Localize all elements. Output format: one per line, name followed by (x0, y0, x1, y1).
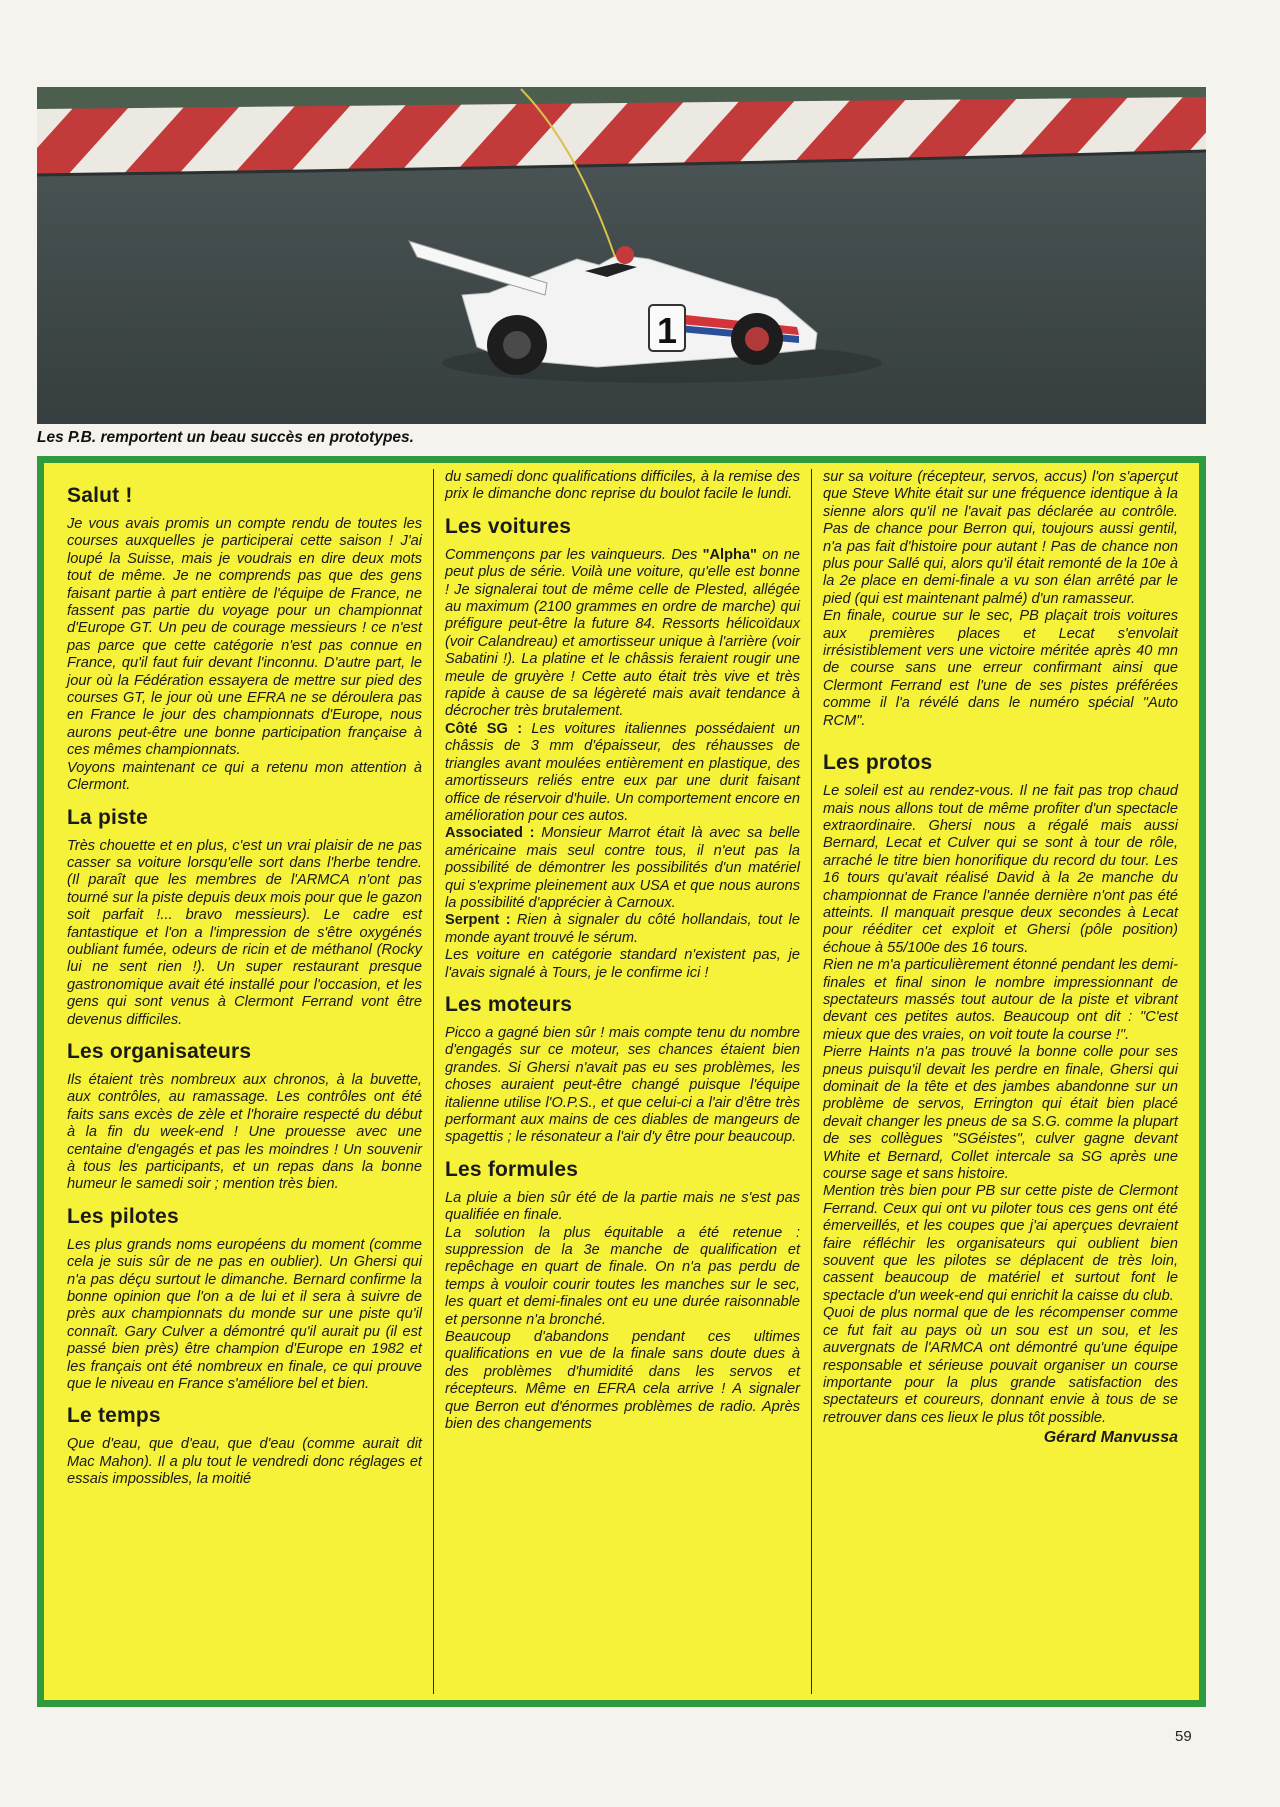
paragraph-protos-2: Rien ne m'a particulièrement étonné pendant les demi-finales et final sinon le nombre impressionnant de spectateurs massés tout autour de la piste et vibrant devant ces petites autos. Beaucoup ont dit : "C'est mieux que des vraies, on voit toute la course !". (823, 957, 1178, 1043)
cote-sg-label: Côté SG : (445, 720, 523, 737)
paragraph-pilotes: Les plus grands noms européens du moment (comme cela je suis sûr de ne pas en oublier). Un Ghersi qui n'a pas déçu surtout le dimanche. Bernard confirme la bonne opinion que l'on a de lui et il sera à suivre de près aux championnats du monde sur une piste qu'il connaît. Gary Culver a démontré qu'il aurait pu (il est passé bien près) être champion d'Europe en 1982 et les français ont été nombreux en finale, ce qui prouve que le niveau en France s'améliore bel et bien. (67, 1236, 422, 1393)
paragraph-formules-2: La solution la plus équitable a été retenue : suppression de la 3e manche de qualification et repêchage en quart de finale. On n'a pas perdu de temps à vouloir courir toutes les manches sur le sec, les quart et demi-finales ont eu une durée raisonnable et personne n'a bronché. (445, 1224, 800, 1328)
heading-salut: Salut ! (67, 484, 133, 507)
article-column-3 (811, 469, 1189, 1694)
heading-organisateurs: Les organisateurs (67, 1039, 252, 1063)
paragraph-protos-1: Le soleil est au rendez-vous. Il ne fait pas trop chaud mais nous allons tout de même profiter d'un spectacle extraordinaire. Ghersi nous a régalé mais aussi Bernard, Lecat et Culver qui se sont à tour de rôle, arraché le titre bien honorifique du record du tour. Les 16 tours qu'avait réalisé David à la 2e manche du championnat de France l'année dernière n'ont pas été atteints. Il manquait presque deux secondes à Lecat pour rééditer cet exploit et Ghersi (pôle position) échoue à 55/100e des 16 tours. (823, 783, 1178, 956)
paragraph-cote-sg (445, 721, 800, 825)
rc-car-on-track-image (37, 87, 1206, 424)
associated-text: Monsieur Marrot était là avec sa belle américaine mais seul contre tous, il n'eut pas la possibilité de démontrer les possibilités d'un matériel qui s'exprime pleinement aux USA et que nous aurons la possibilité d'apprécier à Carnoux. (445, 825, 800, 911)
heading-voitures: Les voitures (445, 514, 572, 538)
article-columns (44, 463, 1199, 1700)
spacer (823, 730, 1178, 740)
paragraph-formules-continued: sur sa voiture (récepteur, servos, accus) l'on s'aperçut que Steve White était sur une fréquence identique à la sienne alors qu'il ne l'avait pas déclarée au contrôle. Pas de chance pour Berron qui, toujours aussi gentil, n'a pas fait d'histoire pour autant ! Pas de chance non plus pour Sallé qui, alors qu'il était remonté de la 10e à la 2e place en demi-finale a vu son élan arrêté par le pied (qui est maintenant palmé) d'un ramasseur. (823, 469, 1178, 607)
paragraph-serpent (445, 912, 800, 947)
paragraph-finale: En finale, courue sur le sec, PB plaçait trois voitures aux premières places et Lecat s'envolait irrésistiblement vers une victoire méritée après 40 mn de course sans une erreur confirmant ainsi que Clermont Ferrand est l'une de ses pistes préférées comme il l'a révélé dans le numéro spécial "Auto RCM". (823, 608, 1178, 729)
paragraph-organisateurs: Ils étaient très nombreux aux chronos, à la buvette, aux contrôles, au ramassage. Les contrôles ont été faits sans excès de zèle et l'horaire respecté du début à la fin du week-end ! Une prouesse avec une centaine d'engagés et pas les moindres ! Un souvenir à tous les participants, et un repas dans la bonne humeur le samedi soir ; mention très bien. (67, 1071, 422, 1193)
heading-pilotes: Les pilotes (67, 1204, 179, 1228)
paragraph-protos-3: Pierre Haints n'a pas trouvé la bonne colle pour ses pneus puisqu'il devait les perdre en finale, Ghersi qui dominait de la tête et des jambes abandonne sur un problème de servos, Errington qui était bien placé devait changer les pneus de sa S.G. comme la plupart de ses collègues "SGéistes", culver gagne devant White et Bernard, Collet intercale sa SG après une course sage et sans histoire. (823, 1044, 1178, 1183)
cote-sg-text: Les voitures italiennes possédaient un châssis de 3 mm d'épaisseur, des réhausses de triangles avant moulées entièrement en plastique, des amortisseurs reliés entre eux par une durit faisant office de réservoir d'huile. Un comportement encore en amélioration pour ces autos. (445, 720, 801, 824)
paragraph-formules-1: La pluie a bien sûr été de la partie mais ne s'est pas qualifiée en finale. (445, 1189, 800, 1224)
serpent-text: Rien à signaler du côté hollandais, tout le monde ayant trouvé le sérum. (445, 912, 801, 946)
article-box (37, 456, 1206, 1707)
paragraph-formules-3: Beaucoup d'abandons pendant ces ultimes qualifications en vue de la finale sans doute dues à des problèmes d'humidité dans les servos et récepteurs. Même en EFRA cela arrive ! A signaler que Berron eut d'énormes problèmes de radio. Après bien des changements (445, 1329, 800, 1433)
voitures-text-b: on ne peut plus de série. Voilà une voiture, qu'elle est bonne ! Je signalerai tout de même celle de Plested, allégée au maximum (2100 grammes en ordre de marche) qui préfigure peut-être la future 84. Ressorts hélicoïdaux (voir Calandreau) et amortisseur unique à l'arrière (voir Sabatini !). La platine et le châssis feraient rougir une meule de gruyère ! Cette auto était très vive et très rapide à cause de sa légèreté mais avait tendance à décrocher très brutalement. (445, 546, 800, 720)
paragraph-standard: Les voiture en catégorie standard n'existent pas, je l'avais signalé à Tours, je le confirme ici ! (445, 947, 800, 981)
paragraph-temps-continued: du samedi donc qualifications difficiles, à la remise des prix le dimanche donc reprise du boulot facile le lundi. (445, 469, 800, 503)
heading-formules: Les formules (445, 1157, 579, 1181)
paragraph-salut: Je vous avais promis un compte rendu de toutes les courses auxquelles je participerai cette saison ! J'ai loupé la Suisse, mais je voudrais en dire deux mots tout de même. Je ne comprends pas que des gens faisant partie à part entière de l'équipe de France, ne fassent pas partie du voyage pour un championnat d'Europe GT. Un peu de courage messieurs ! ce n'est pas parce que cette catégorie n'est pas connue en France, qu'il faut fuir devant l'inconnu. D'autre part, le jour où la Fédération essayera de mettre sur pied des courses GT, le jour où une EFRA ne se déroulera pas en France le jour des championnats d'Europe, nous aurons peut-être une bonne participation française à ces mêmes championnats. (67, 516, 422, 759)
race-photo (37, 87, 1206, 424)
alpha-label: "Alpha" (702, 546, 757, 563)
paragraph-protos-5: Quoi de plus normal que de les récompenser comme ce fut fait au pays où un sou est un sou, et les auvergnats de l'ARMCA ont démontré qu'une équipe responsable et sérieuse pouvait organiser un course importante pour la plus grande satisfaction des spectateurs et coureurs, donnant envie à tous de se retrouver dans ces lieux le plus tôt possible. (823, 1305, 1178, 1426)
paragraph-salut-2: Voyons maintenant ce qui a retenu mon attention à Clermont. (67, 759, 422, 794)
car-number: 1 (656, 310, 678, 351)
serpent-label: Serpent : (445, 912, 511, 929)
heading-le-temps: Le temps (67, 1404, 161, 1428)
voitures-text-a: Commençons par les vainqueurs. Des (445, 546, 703, 563)
paragraph-moteurs: Picco a gagné bien sûr ! mais compte tenu du nombre d'engagés sur ce moteur, ses chances étaient bien grandes. Si Ghersi n'avait pas eu ses problèmes, les choses auraient peut-être changé puisque l'équipe italienne utilise l'O.P.S., et que celui-ci a l'air d'être très performant aux mains de ces diables de mangeurs de spagettis ; le résonateur a l'air d'y être pour beaucoup. (445, 1024, 800, 1146)
heading-la-piste: La piste (67, 805, 148, 829)
heading-moteurs: Les moteurs (445, 992, 573, 1016)
author-signature: Gérard Manvussa (1043, 1429, 1178, 1447)
page-number: 59 (1175, 1728, 1192, 1745)
paragraph-associated (445, 825, 800, 912)
photo-caption: Les P.B. remportent un beau succès en prototypes. (37, 429, 414, 446)
heading-protos: Les protos (823, 751, 933, 775)
article-column-1 (56, 469, 433, 1694)
paragraph-la-piste: Très chouette et en plus, c'est un vrai plaisir de ne pas casser sa voiture lorsqu'elle sort dans l'herbe tendre. (Il paraît que les membres de l'ARMCA n'ont pas tourné sur la piste depuis deux mois pour que le gazon soit parfait !... bravo messieurs). Le cadre est fantastique et l'on a l'impression de s'être oxygénés oubliant fumée, odeurs de ricin et de méthanol (Rocky lui ne sent rien !). Un super restaurant presque gastronomique avait été installé pour l'occasion, et les gens qui sont venus à Clermont Ferrand vont être devenus difficiles. (67, 837, 422, 1028)
paragraph-voitures (445, 547, 800, 721)
article-column-2 (433, 469, 811, 1694)
paragraph-le-temps: Que d'eau, que d'eau, que d'eau (comme aurait dit Mac Mahon). Il a plu tout le vendredi donc réglages et essais impossibles, la moitié (67, 1436, 422, 1488)
associated-label: Associated : (445, 825, 535, 842)
paragraph-protos-4: Mention très bien pour PB sur cette piste de Clermont Ferrand. Ceux qui ont vu piloter tous ces gens ont été émerveillés, et les coupes que j'ai aperçues devraient faire réfléchir les organisateurs qui oublient bien souvent que les pilotes se déplacent de très loin, cassent beaucoup de matériel et surtout font le spectacle d'un week-end qui enrichit la caisse du club. (823, 1183, 1178, 1304)
